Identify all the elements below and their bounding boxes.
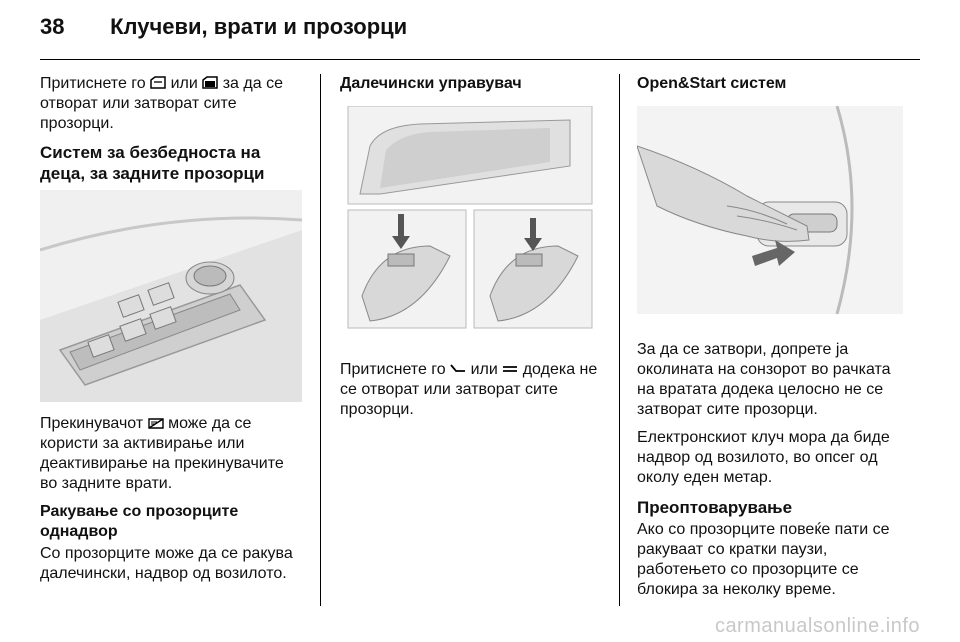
- remote-lock-icon: [502, 362, 518, 375]
- header-rule: [40, 59, 920, 60]
- heading-remote-control: Далечински управувач: [340, 75, 522, 92]
- paragraph-key-range: Електронскиот клуч мора да биде надвор од возилото, во опсег од околу еден метар.: [637, 429, 890, 486]
- child-lock-icon: [148, 416, 164, 429]
- page-title: Клучеви, врати и прозорци: [110, 14, 408, 39]
- heading-outside-operation: Ракување со прозорците однадвор: [40, 503, 239, 540]
- heading-open-start: Open&Start систем: [637, 75, 787, 92]
- paragraph-overload: Ако со прозорците повеќе пати се ракуваат со кратки паузи, работењето со прозорците се блокира за неколку време.: [637, 521, 890, 598]
- figure-door-handle: [637, 106, 903, 314]
- figure-door-switches: [40, 190, 302, 402]
- figure-remote-control: [340, 106, 602, 334]
- paragraph-close-by-handle: За да се затвори, допрете ја околината на сонзорот во рачката на вратата додека целосно не се затворат сите прозорци.: [637, 341, 891, 418]
- heading-overload: Преоптоварување: [637, 498, 793, 517]
- window-close-icon: [202, 76, 218, 89]
- page-header: [40, 14, 407, 40]
- column-1: [40, 74, 302, 592]
- remote-unlock-icon: [450, 362, 466, 375]
- paragraph-remote-operation: Со прозорците може да се ракува далечински, надвор од возилото.: [40, 545, 293, 582]
- window-open-icon: [150, 76, 166, 89]
- paragraph-window-switch: Притиснете го или за да се отворат или затворат сите прозорци.: [40, 75, 283, 132]
- column-3: [637, 74, 903, 608]
- page-number: 38: [40, 14, 65, 39]
- paragraph-remote-buttons: Притиснете го или додека не се отворат или затворат сите прозорци.: [340, 361, 598, 418]
- column-divider-2: [619, 74, 620, 606]
- paragraph-child-lock: Прекинувачот може да се користи за активирање или деактивирање на прекинувачите во задните врати.: [40, 415, 284, 492]
- watermark: carmanualsonline.info: [714, 615, 920, 637]
- heading-child-safety: Систем за безбедноста на деца, за задните прозорци: [40, 143, 265, 183]
- column-divider-1: [320, 74, 321, 606]
- column-2: [340, 74, 602, 428]
